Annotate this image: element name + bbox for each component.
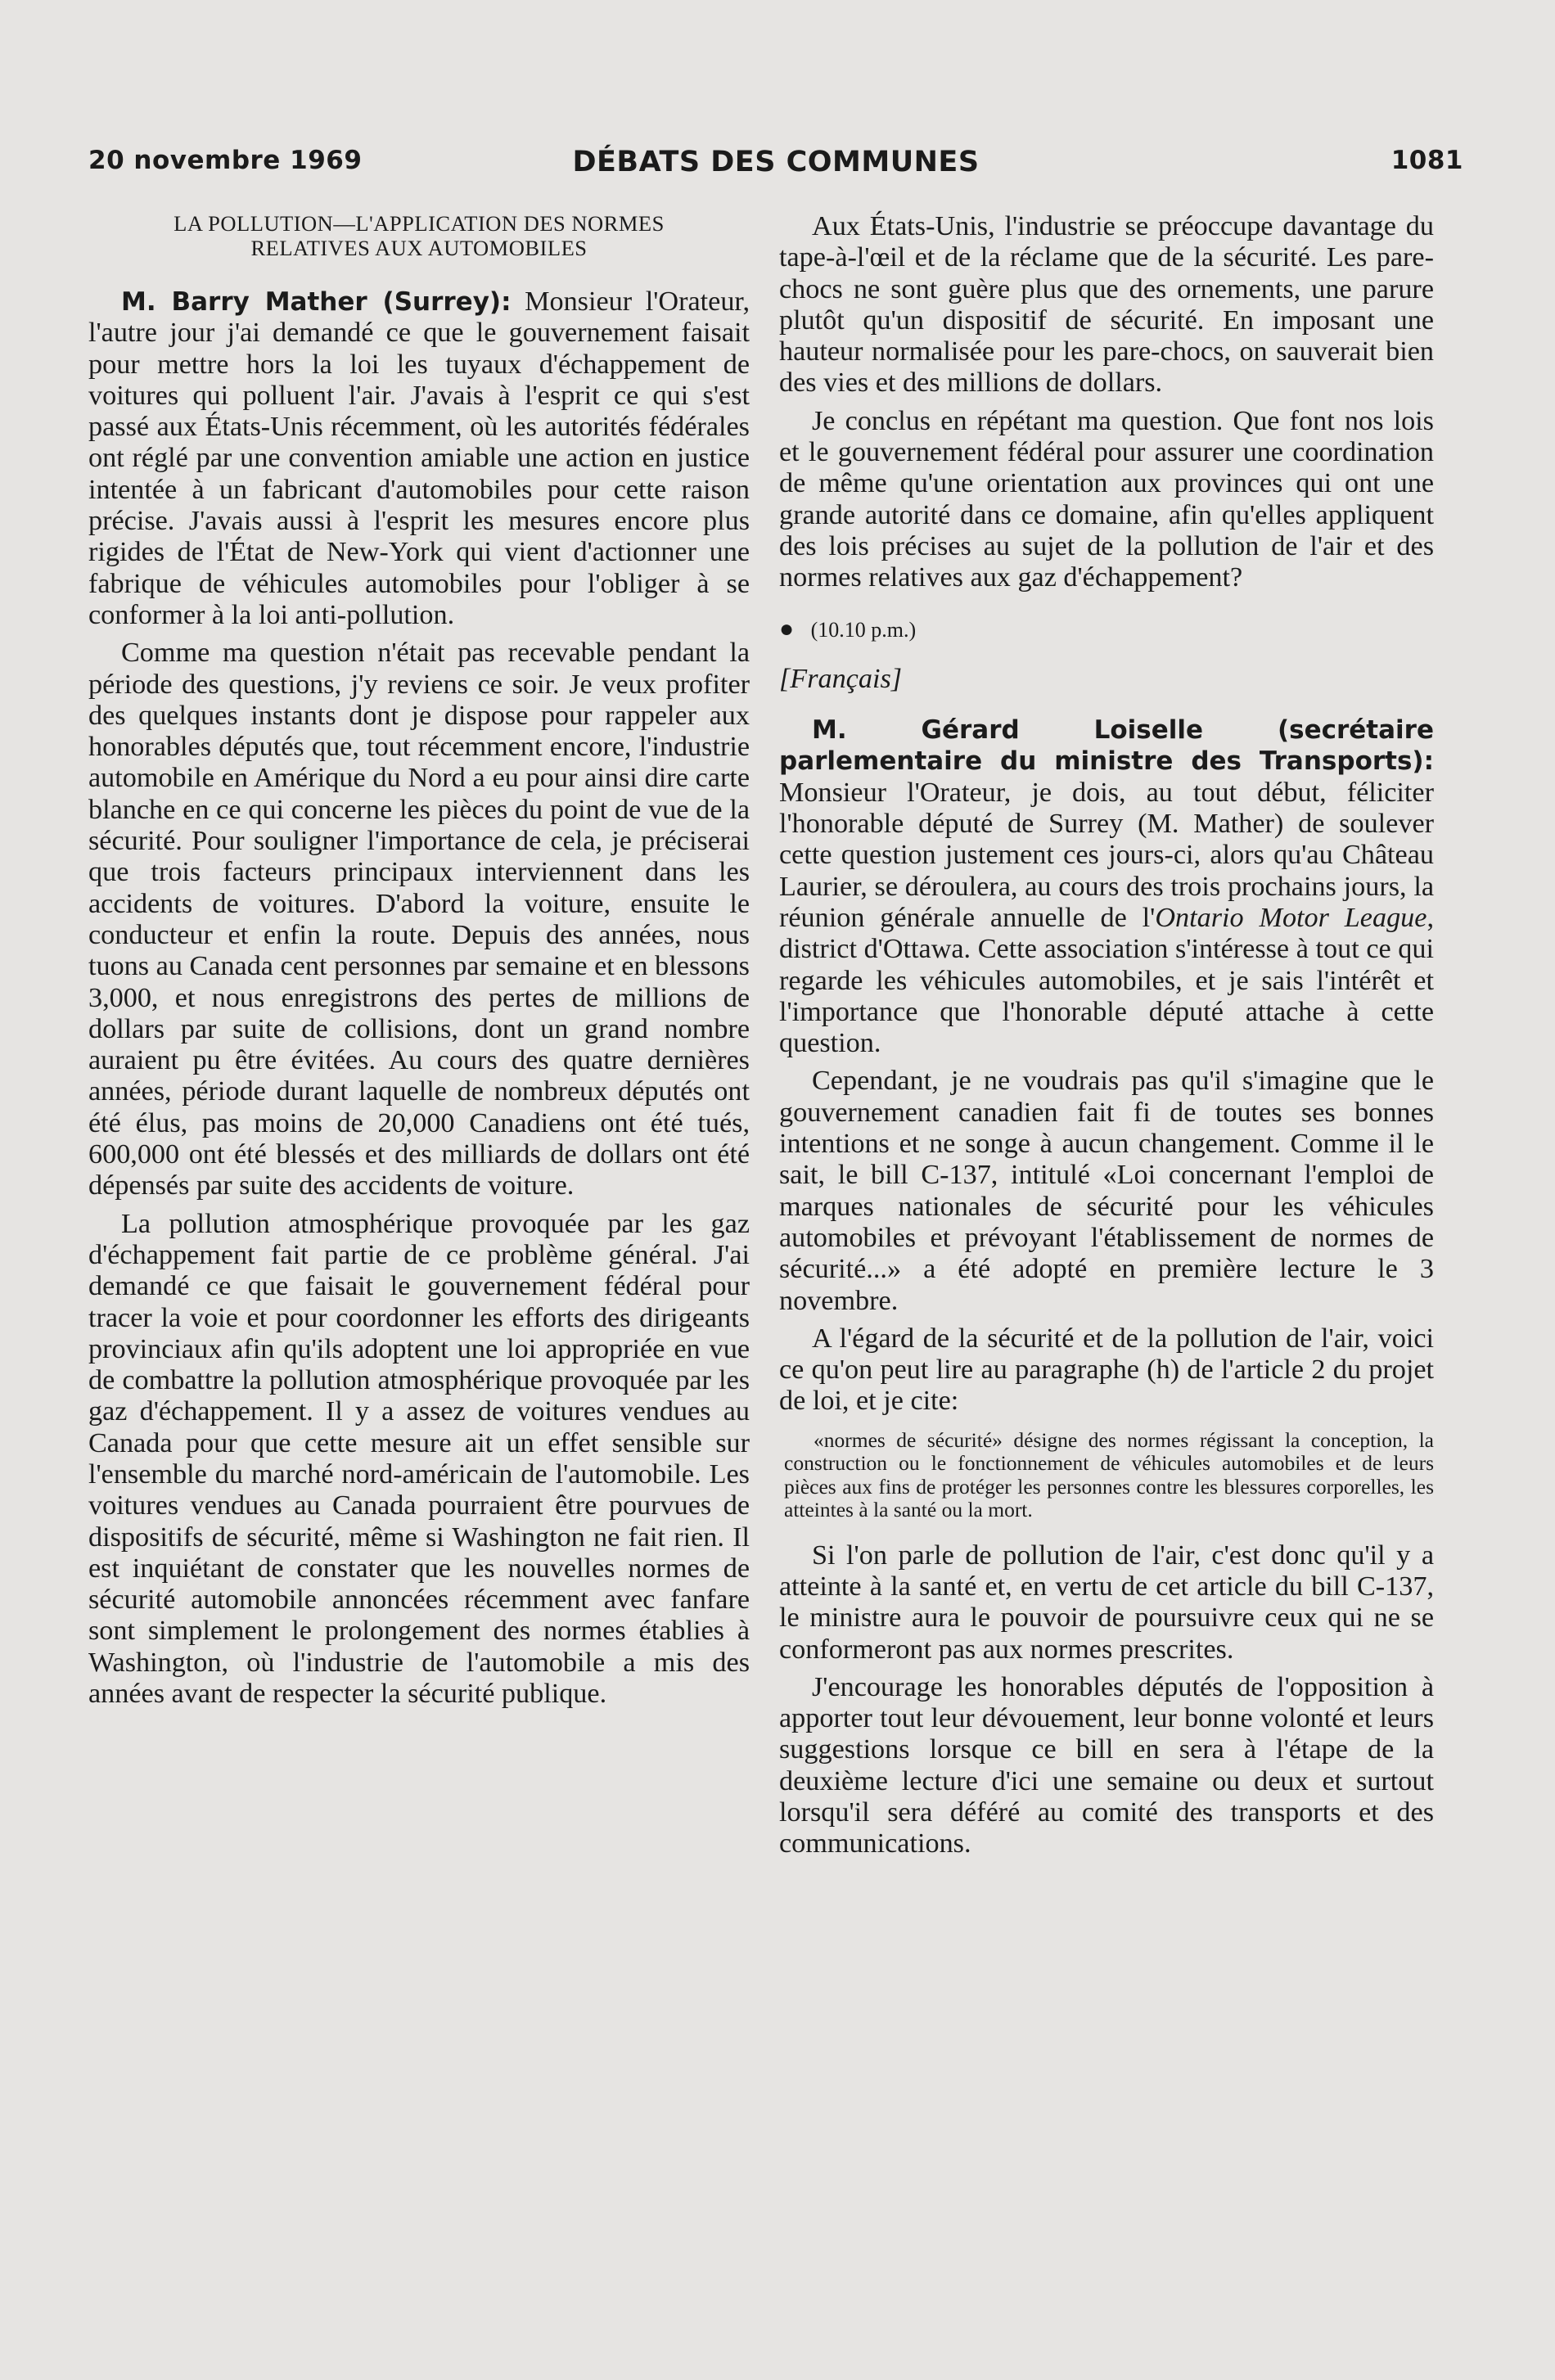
paragraph: Cependant, je ne voudrais pas qu'il s'imagine que le gouvernement canadien fait fi de toutes ses bonnes intentions et ne songe à aucun changement. Comme il le sait, le bill C-137, intitulé «Loi concernant l'emploi de marques nationales de sécurité pour les véhicules automobiles et prévoyant l'établissement de normes de sécurité...» a été adopté en première lecture le 3 novembre. bbox=[779, 1066, 1434, 1316]
paragraph bbox=[88, 286, 750, 631]
block-quote bbox=[779, 1429, 1434, 1522]
paragraph-text: Monsieur l'Orateur, je dois, au tout début, féliciter l'honorable député de Surrey (M. Mather) de soulever cette question justement ces jours-ci, alors qu'au Château Laurier, se déroulera, au cours des trois prochains jours, la réunion générale annuelle de l' bbox=[779, 777, 1434, 933]
paragraph: A l'égard de la sécurité et de la pollution de l'air, voici ce qu'on peut lire au paragraphe (h) de l'article 2 du projet de loi, et je cite: bbox=[779, 1323, 1434, 1417]
section-heading bbox=[88, 211, 750, 260]
paragraph-text: Monsieur l'Orateur, l'autre jour j'ai demandé ce que le gouvernement faisait pour mettre hors la loi les tuyaux d'échappement de voitures qui polluent l'air. J'avais à l'esprit ce qui s'est passé aux États-Unis récemment, où les autorités fédérales ont réglé par une convention amiable une action en justice intentée à un fabricant d'automobiles pour cette raison précise. J'avais aussi à l'esprit les mesures encore plus rigides de l'État de New-York qui vient d'actionner une fabrique de véhicules automobiles pour l'obliger à se conformer à la loi anti-pollution. bbox=[88, 286, 750, 630]
speaker-name: M. Barry Mather (Surrey): bbox=[121, 287, 512, 317]
paragraph: Comme ma question n'était pas recevable pendant la période des questions, j'y reviens ce soir. Je veux profiter des quelques instants dont je dispose pour rappeler aux honorables députés que, tout récemment encore, l'industrie automobile en Amérique du Nord a eu pour ainsi dire carte blanche en ce qui concerne les pièces du point de vue de la sécurité. Pour souligner l'importance de cela, je préciserai que trois facteurs principaux interviennent dans les accidents de voitures. D'abord la voiture, ensuite le conducteur et enfin la route. Depuis des années, nous tuons au Canada cent personnes par semaine et en blessons 3,000, et nous enregistrons des pertes de millions de dollars par suite de collisions, dont un grand nombre auraient pu être évitées. Au cours des quatre dernières années, période durant laquelle de nombreux députés ont été élus, pas moins de 20,000 Canadiens ont été tués, 600,000 ont été blessés et des milliards de dollars ont été dépensés par suite des accidents de voiture. bbox=[88, 638, 750, 1201]
language-marker: [Français] bbox=[779, 663, 903, 694]
header-title: DÉBATS DES COMMUNES bbox=[572, 146, 980, 178]
time-marker bbox=[779, 614, 1434, 646]
paragraph: La pollution atmosphérique provoquée par les gaz d'échappement fait partie de ce problème général. J'ai demandé ce que faisait le gouvernement fédéral pour tracer la voie et pour coordonner les efforts des dirigeants provinciaux afin qu'ils adoptent une loi appropriée en vue de combattre la pollution atmosphérique provoquée par les gaz d'échappement. Il y a assez de voitures vendues au Canada pour que cette mesure ait un effet sensible sur l'ensemble du marché nord-américain de l'automobile. Les voitures vendues au Canada pourraient être pourvues de dispositifs de sécurité, même si Washington ne fait rien. Il est inquiétant de constater que les nouvelles normes de sécurité automobile annoncées récemment avec fanfare sont simplement le prolongement des normes établies à Washington, où l'industrie de l'automobile a mis des années avant de respecter la sécurité publique. bbox=[88, 1208, 750, 1710]
paragraph: J'encourage les honorables députés de l'opposition à apporter tout leur dévouement, leur bonne volonté et leurs suggestions lorsque ce bill en sera à l'étape de la deuxième lecture d'ici une semaine ou deux et surtout lorsqu'il sera déféré au comité des transports et des communications. bbox=[779, 1671, 1434, 1859]
section-heading-line1: LA POLLUTION—L'APPLICATION DES NORMES bbox=[174, 211, 665, 236]
bullet-icon: ● bbox=[779, 615, 795, 642]
paragraph: Aux États-Unis, l'industrie se préoccupe davantage du tape-à-l'œil et de la réclame que de la sécurité. Les pare-chocs ne sont guère plus que des ornements, une parure plutôt qu'un dispositif de sécurité. En imposant une hauteur normalisée pour les pare-chocs, on sauverait bien des vies et des millions de dollars. bbox=[779, 211, 1434, 399]
speaker-name: M. Gérard Loiselle (secrétaire parlementaire du ministre des Transports): bbox=[779, 715, 1434, 777]
paragraph: Si l'on parle de pollution de l'air, c'est donc qu'il y a atteinte à la santé et, en vertu de cet article du bill C-137, le ministre aura le pouvoir de poursuivre ceux qui ne se conformeront pas aux normes prescrites. bbox=[779, 1539, 1434, 1665]
header-date: 20 novembre 1969 bbox=[88, 146, 363, 175]
paragraph bbox=[779, 714, 1434, 1059]
left-column bbox=[88, 211, 750, 1716]
quote-text: «normes de sécurité» désigne des normes régissant la conception, la construction ou le fonctionnement de véhicules automobiles et de leurs pièces aux fins de protéger les personnes contre les blessures corporelles, les atteintes à la santé ou la mort. bbox=[784, 1427, 1434, 1522]
right-column bbox=[779, 211, 1434, 1867]
paragraph: Je conclus en répétant ma question. Que font nos lois et le gouvernement fédéral pour assurer une coordination de même qu'une orientation aux provinces qui ont une grande autorité dans ce domaine, afin qu'elles appliquent des lois précises au sujet de la pollution de l'air et des normes relatives aux gaz d'échappement? bbox=[779, 405, 1434, 593]
paragraph-italic: Ontario Motor League bbox=[1155, 902, 1427, 933]
paragraph-text: , district d'Ottawa. Cette association s'intéresse à tout ce qui regarde les véhicules automobiles, et je sais l'intérêt et l'importance que l'honorable député attache à cette question. bbox=[779, 902, 1434, 1059]
page-number: 1081 bbox=[1390, 146, 1463, 175]
section-heading-line2: RELATIVES AUX AUTOMOBILES bbox=[250, 236, 588, 260]
time-text: (10.10 p.m.) bbox=[810, 617, 917, 642]
page-header bbox=[88, 146, 1463, 187]
